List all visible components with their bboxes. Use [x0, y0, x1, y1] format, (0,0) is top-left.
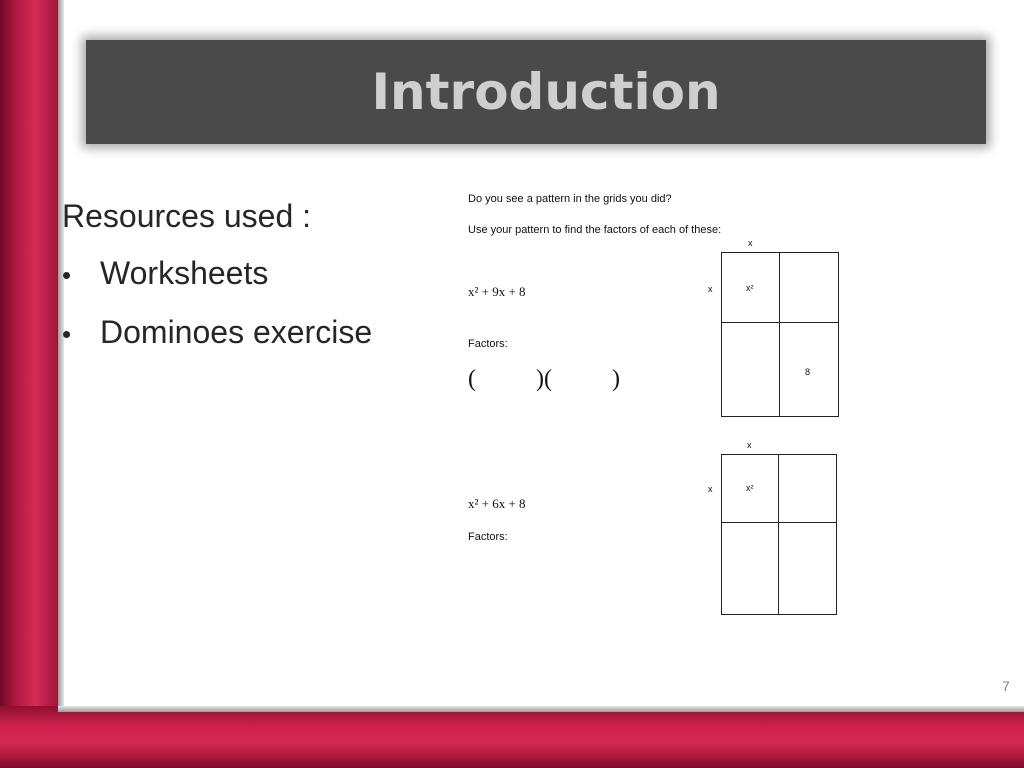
grid-2-cell-top-left: x² [746, 483, 754, 493]
bullet-icon: • [62, 319, 72, 349]
frame-left-border [0, 0, 64, 768]
grid-1-cell-bottom-right: 8 [805, 367, 811, 377]
grid-2-divider-vertical [778, 455, 779, 614]
list-item-label: Dominoes exercise [100, 314, 373, 350]
grid-1-cell-top-left: x² [746, 283, 754, 293]
resources-heading: Resources used : [62, 198, 312, 234]
list-item [62, 245, 442, 304]
worksheet-image [468, 190, 868, 630]
resources-list [62, 188, 442, 363]
problem-1-factors-answer: ( )( ) [468, 366, 620, 392]
grid-1-divider-vertical [779, 253, 780, 416]
frame-bottom-bevel [58, 706, 1024, 712]
bullet-icon: • [62, 260, 72, 290]
list-item-label: Worksheets [100, 255, 269, 291]
page-number: 7 [1002, 678, 1010, 694]
title-banner [86, 40, 986, 144]
grid-2-side-label: x [708, 484, 713, 494]
list-item [62, 304, 442, 363]
problem-2-factors-label: Factors: [468, 531, 508, 543]
worksheet-instruction: Use your pattern to find the factors of each of these: [468, 224, 722, 236]
frame-bottom-border [0, 706, 1024, 768]
problem-1-factors-label: Factors: [468, 338, 508, 350]
grid-1-top-label: x [748, 238, 753, 248]
grid-2-divider-horizontal [722, 522, 836, 523]
problem-2-expression: x² + 6x + 8 [468, 496, 526, 511]
problem-1-expression: x² + 9x + 8 [468, 284, 526, 299]
grid-1-divider-horizontal [722, 322, 838, 323]
grid-1-side-label: x [708, 284, 713, 294]
factor-grid-1 [721, 252, 839, 417]
worksheet-question: Do you see a pattern in the grids you did? [468, 193, 672, 205]
grid-2-top-label: x [747, 440, 752, 450]
factor-grid-2 [721, 454, 837, 615]
slide-title: Introduction [371, 63, 721, 121]
